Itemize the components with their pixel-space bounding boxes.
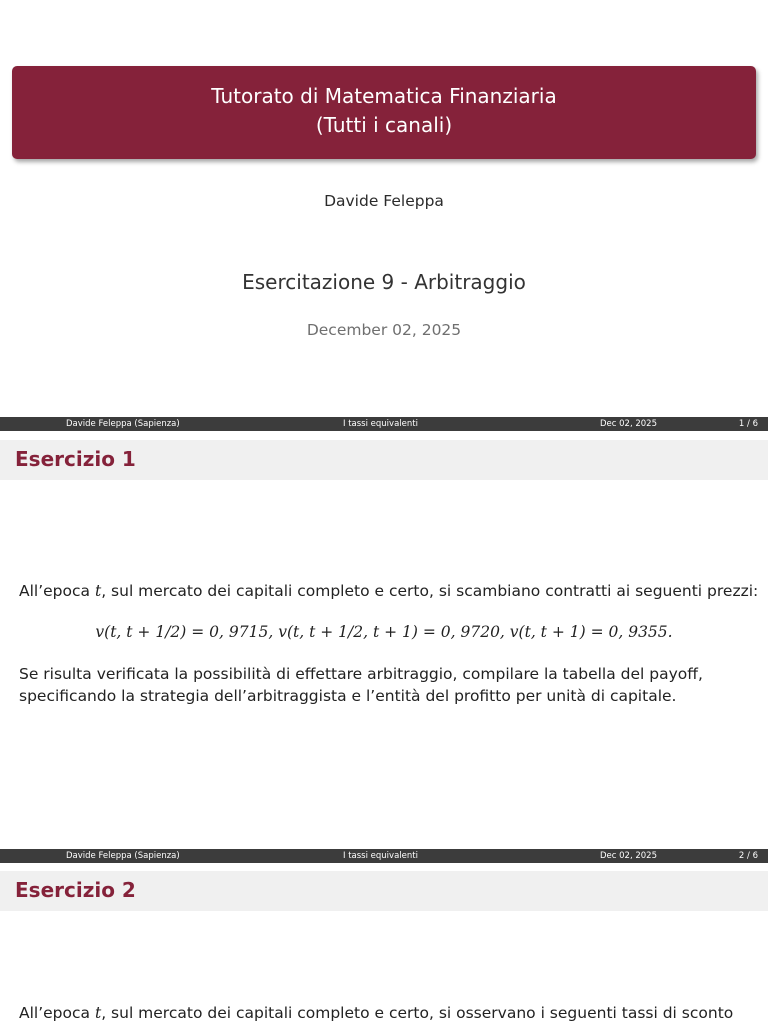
presentation-date: December 02, 2025	[306, 321, 462, 339]
exercise-1-intro	[19, 580, 759, 602]
presentation-title-subline: (Tutti i canali)	[315, 113, 453, 137]
footer-bar-2	[0, 849, 768, 863]
exercise-1-question: Se risulta verificata la possibilità di effettare arbitraggio, compilare la tabella del payoff, specificando la strategia dell’arbitraggista e l’entità del profitto per unità di capitale.	[19, 665, 703, 705]
frame-title: Esercizio 2	[15, 878, 136, 902]
footer-title: I tassi equivalenti	[343, 419, 418, 429]
exercise-2-intro	[19, 1002, 759, 1024]
intro-variable: t	[94, 1004, 102, 1022]
intro-variable: t	[94, 582, 102, 600]
footer-page-number: 2 / 6	[738, 851, 758, 861]
footer-date: Dec 02, 2025	[600, 851, 658, 861]
author: Davide Feleppa	[324, 192, 444, 210]
frame-header-2	[0, 871, 768, 911]
footer-date: Dec 02, 2025	[600, 419, 658, 429]
footer-author: Davide Feleppa (Sapienza)	[66, 851, 180, 861]
intro-text-prefix: All’epoca	[19, 582, 95, 600]
intro-text-suffix: , sul mercato dei capitali completo e certo, si scambiano contratti ai seguenti prezzi:	[101, 582, 759, 600]
title-box	[12, 66, 756, 159]
presentation-title: Tutorato di Matematica Finanziaria	[211, 84, 557, 108]
intro-text-prefix: All’epoca	[19, 1004, 95, 1022]
exercise-1-equation: v(t, t + 1/2) = 0, 9715, v(t, t + 1/2, t + 1) = 0, 9720, v(t, t + 1) = 0, 9355.	[95, 623, 673, 641]
title-slide	[0, 0, 768, 416]
footer-bar-1	[0, 417, 768, 431]
presentation-subtitle: Esercitazione 9 - Arbitraggio	[242, 270, 526, 294]
frame-header-1	[0, 440, 768, 480]
footer-title: I tassi equivalenti	[343, 851, 418, 861]
intro-text-suffix: , sul mercato dei capitali completo e certo, si osservano i seguenti tassi di sconto	[101, 1004, 734, 1022]
footer-author: Davide Feleppa (Sapienza)	[66, 419, 180, 429]
frame-title: Esercizio 1	[15, 447, 136, 471]
footer-page-number: 1 / 6	[738, 419, 758, 429]
